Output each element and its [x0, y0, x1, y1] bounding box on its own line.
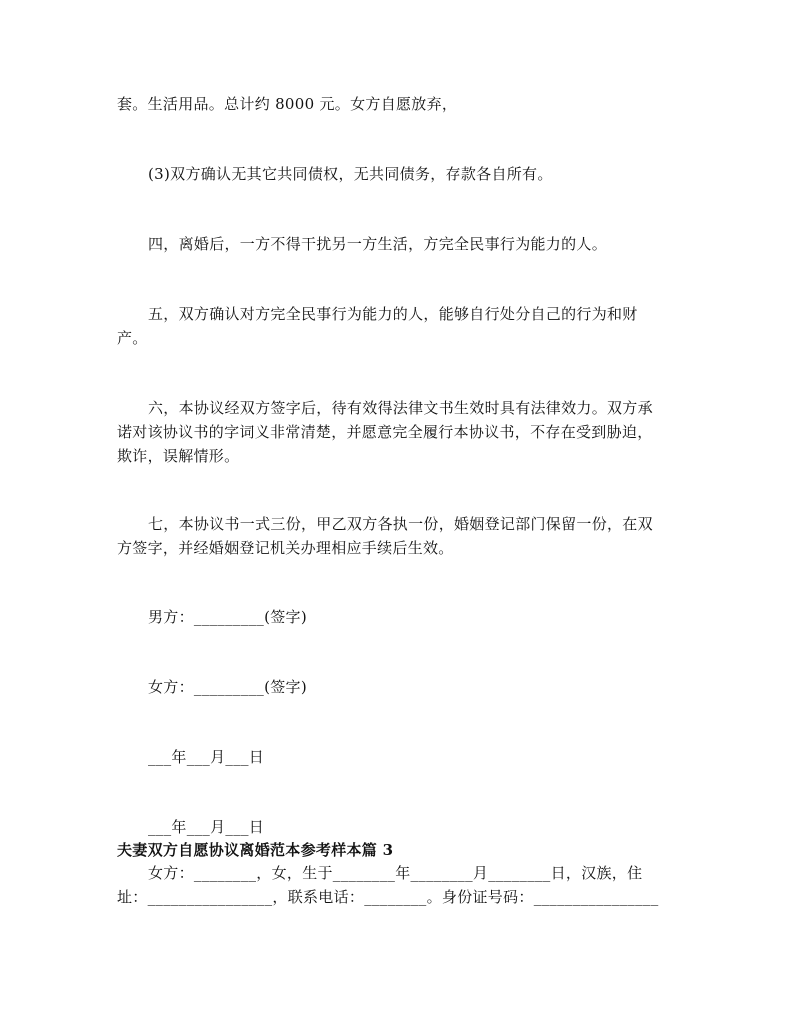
date-line-2: ___年___月___日 [148, 818, 265, 836]
text-line-10: 方签字，并经婚姻登记机关办理相应手续后生效。 [117, 539, 454, 557]
date-line-1: ___年___月___日 [148, 748, 265, 766]
text-line-3: 四，离婚后，一方不得干扰另一方生活，方完全民事行为能力的人。 [148, 235, 608, 253]
text-line-16: 女方：________，女，生于________年________月________日，汉族，住 [148, 864, 643, 882]
text-line-2: (3)双方确认无其它共同债权，无共同债务，存款各自所有。 [148, 165, 553, 183]
text-line-17: 址：________________，联系电话：________。身份证号码：________________ [117, 888, 659, 906]
text-line-1: 套。生活用品。总计约 8000 元。女方自愿放弃， [117, 95, 458, 113]
section-heading: 夫妻双方自愿协议离婚范本参考样本篇 3 [117, 841, 394, 859]
text-line-4: 五，双方确认对方完全民事行为能力的人，能够自行处分自己的行为和财 [148, 305, 638, 323]
text-line-7: 诺对该协议书的字词义非常清楚，并愿意完全履行本协议书，不存在受到胁迫， [117, 423, 653, 441]
text-line-5: 产。 [117, 329, 148, 347]
text-line-9: 七，本协议书一式三份，甲乙双方各执一份，婚姻登记部门保留一份，在双 [148, 515, 653, 533]
text-line-8: 欺诈，误解情形。 [117, 447, 240, 465]
text-line-6: 六，本协议经双方签字后，待有效得法律文书生效时具有法律效力。双方承 [148, 399, 653, 417]
signature-female: 女方：_________(签字) [148, 678, 308, 696]
signature-male: 男方：_________(签字) [148, 608, 308, 626]
